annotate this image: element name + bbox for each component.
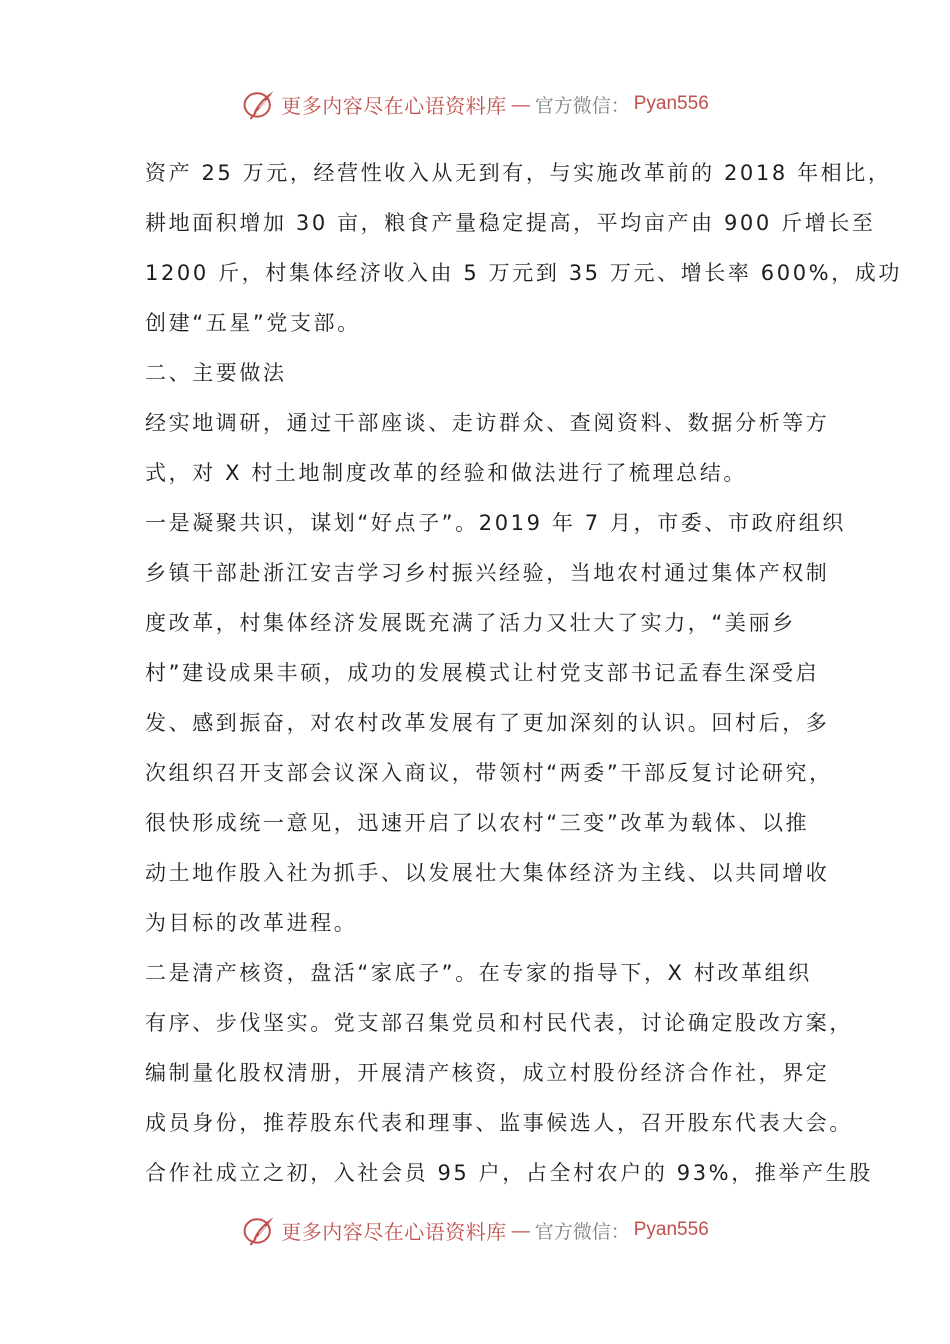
text-line: 动土地作股入社为抓手、以发展壮大集体经济为主线、以共同增收 <box>145 861 830 885</box>
text-line: 度改革，村集体经济发展既充满了活力又壮大了实力，“美丽乡 <box>145 611 796 635</box>
watermark-dash: — <box>510 92 531 116</box>
text-line: 有序、步伐坚实。党支部召集党员和村民代表，讨论确定股改方案， <box>145 1011 853 1035</box>
text-line: 村”建设成果丰硕，成功的发展模式让村党支部书记孟春生深受启 <box>145 661 820 685</box>
text-line: 1200 斤，村集体经济收入由 5 万元到 35 万元、增长率 600%，成功 <box>145 261 903 285</box>
text-line: 耕地面积增加 30 亩，粮食产量稳定提高，平均亩产由 900 斤增长至 <box>145 211 876 235</box>
text-line: 经实地调研，通过干部座谈、走访群众、查阅资料、数据分析等方 <box>145 411 830 435</box>
text-line: 创建“五星”党支部。 <box>145 311 361 335</box>
footer-watermark <box>0 1210 950 1250</box>
document-body <box>145 148 903 1198</box>
text-line: 一是凝聚共识，谋划“好点子”。2019 年 7 月，市委、市政府组织 <box>145 511 846 535</box>
section-heading: 二、主要做法 <box>145 361 287 385</box>
watermark-text: 更多内容尽在心语资料库 <box>281 1219 507 1244</box>
watermark-dash: — <box>510 1218 531 1242</box>
feather-pen-logo-icon <box>241 1212 277 1248</box>
watermark-official-label: 官方微信： <box>534 94 630 117</box>
text-line: 资产 25 万元，经营性收入从无到有，与实施改革前的 2018 年相比， <box>145 161 892 185</box>
text-line: 编制量化股权清册，开展清产核资，成立村股份经济合作社，界定 <box>145 1061 830 1085</box>
header-watermark <box>0 84 950 124</box>
text-line: 很快形成统一意见，迅速开启了以农村“三变”改革为载体、以推 <box>145 811 810 835</box>
text-line: 成员身份，推荐股东代表和理事、监事候选人，召开股东代表大会。 <box>145 1111 853 1135</box>
text-line: 为目标的改革进程。 <box>145 911 358 935</box>
text-line: 合作社成立之初，入社会员 95 户，占全村农户的 93%，推举产生股 <box>145 1161 873 1185</box>
text-line: 二是清产核资，盘活“家底子”。在专家的指导下，X 村改革组织 <box>145 961 812 985</box>
text-line: 乡镇干部赴浙江安吉学习乡村振兴经验，当地农村通过集体产权制 <box>145 561 830 585</box>
watermark-text: 更多内容尽在心语资料库 <box>281 93 507 118</box>
text-line: 次组织召开支部会议深入商议，带领村“两委”干部反复讨论研究， <box>145 761 833 785</box>
text-line: 发、感到振奋，对农村改革发展有了更加深刻的认识。回村后，多 <box>145 711 830 735</box>
text-line: 式，对 X 村土地制度改革的经验和做法进行了梳理总结。 <box>145 461 747 485</box>
watermark-wechat-id: Pyan556 <box>633 1219 709 1240</box>
watermark-official-label: 官方微信： <box>534 1220 630 1243</box>
watermark-wechat-id: Pyan556 <box>633 93 709 114</box>
feather-pen-logo-icon <box>241 86 277 122</box>
